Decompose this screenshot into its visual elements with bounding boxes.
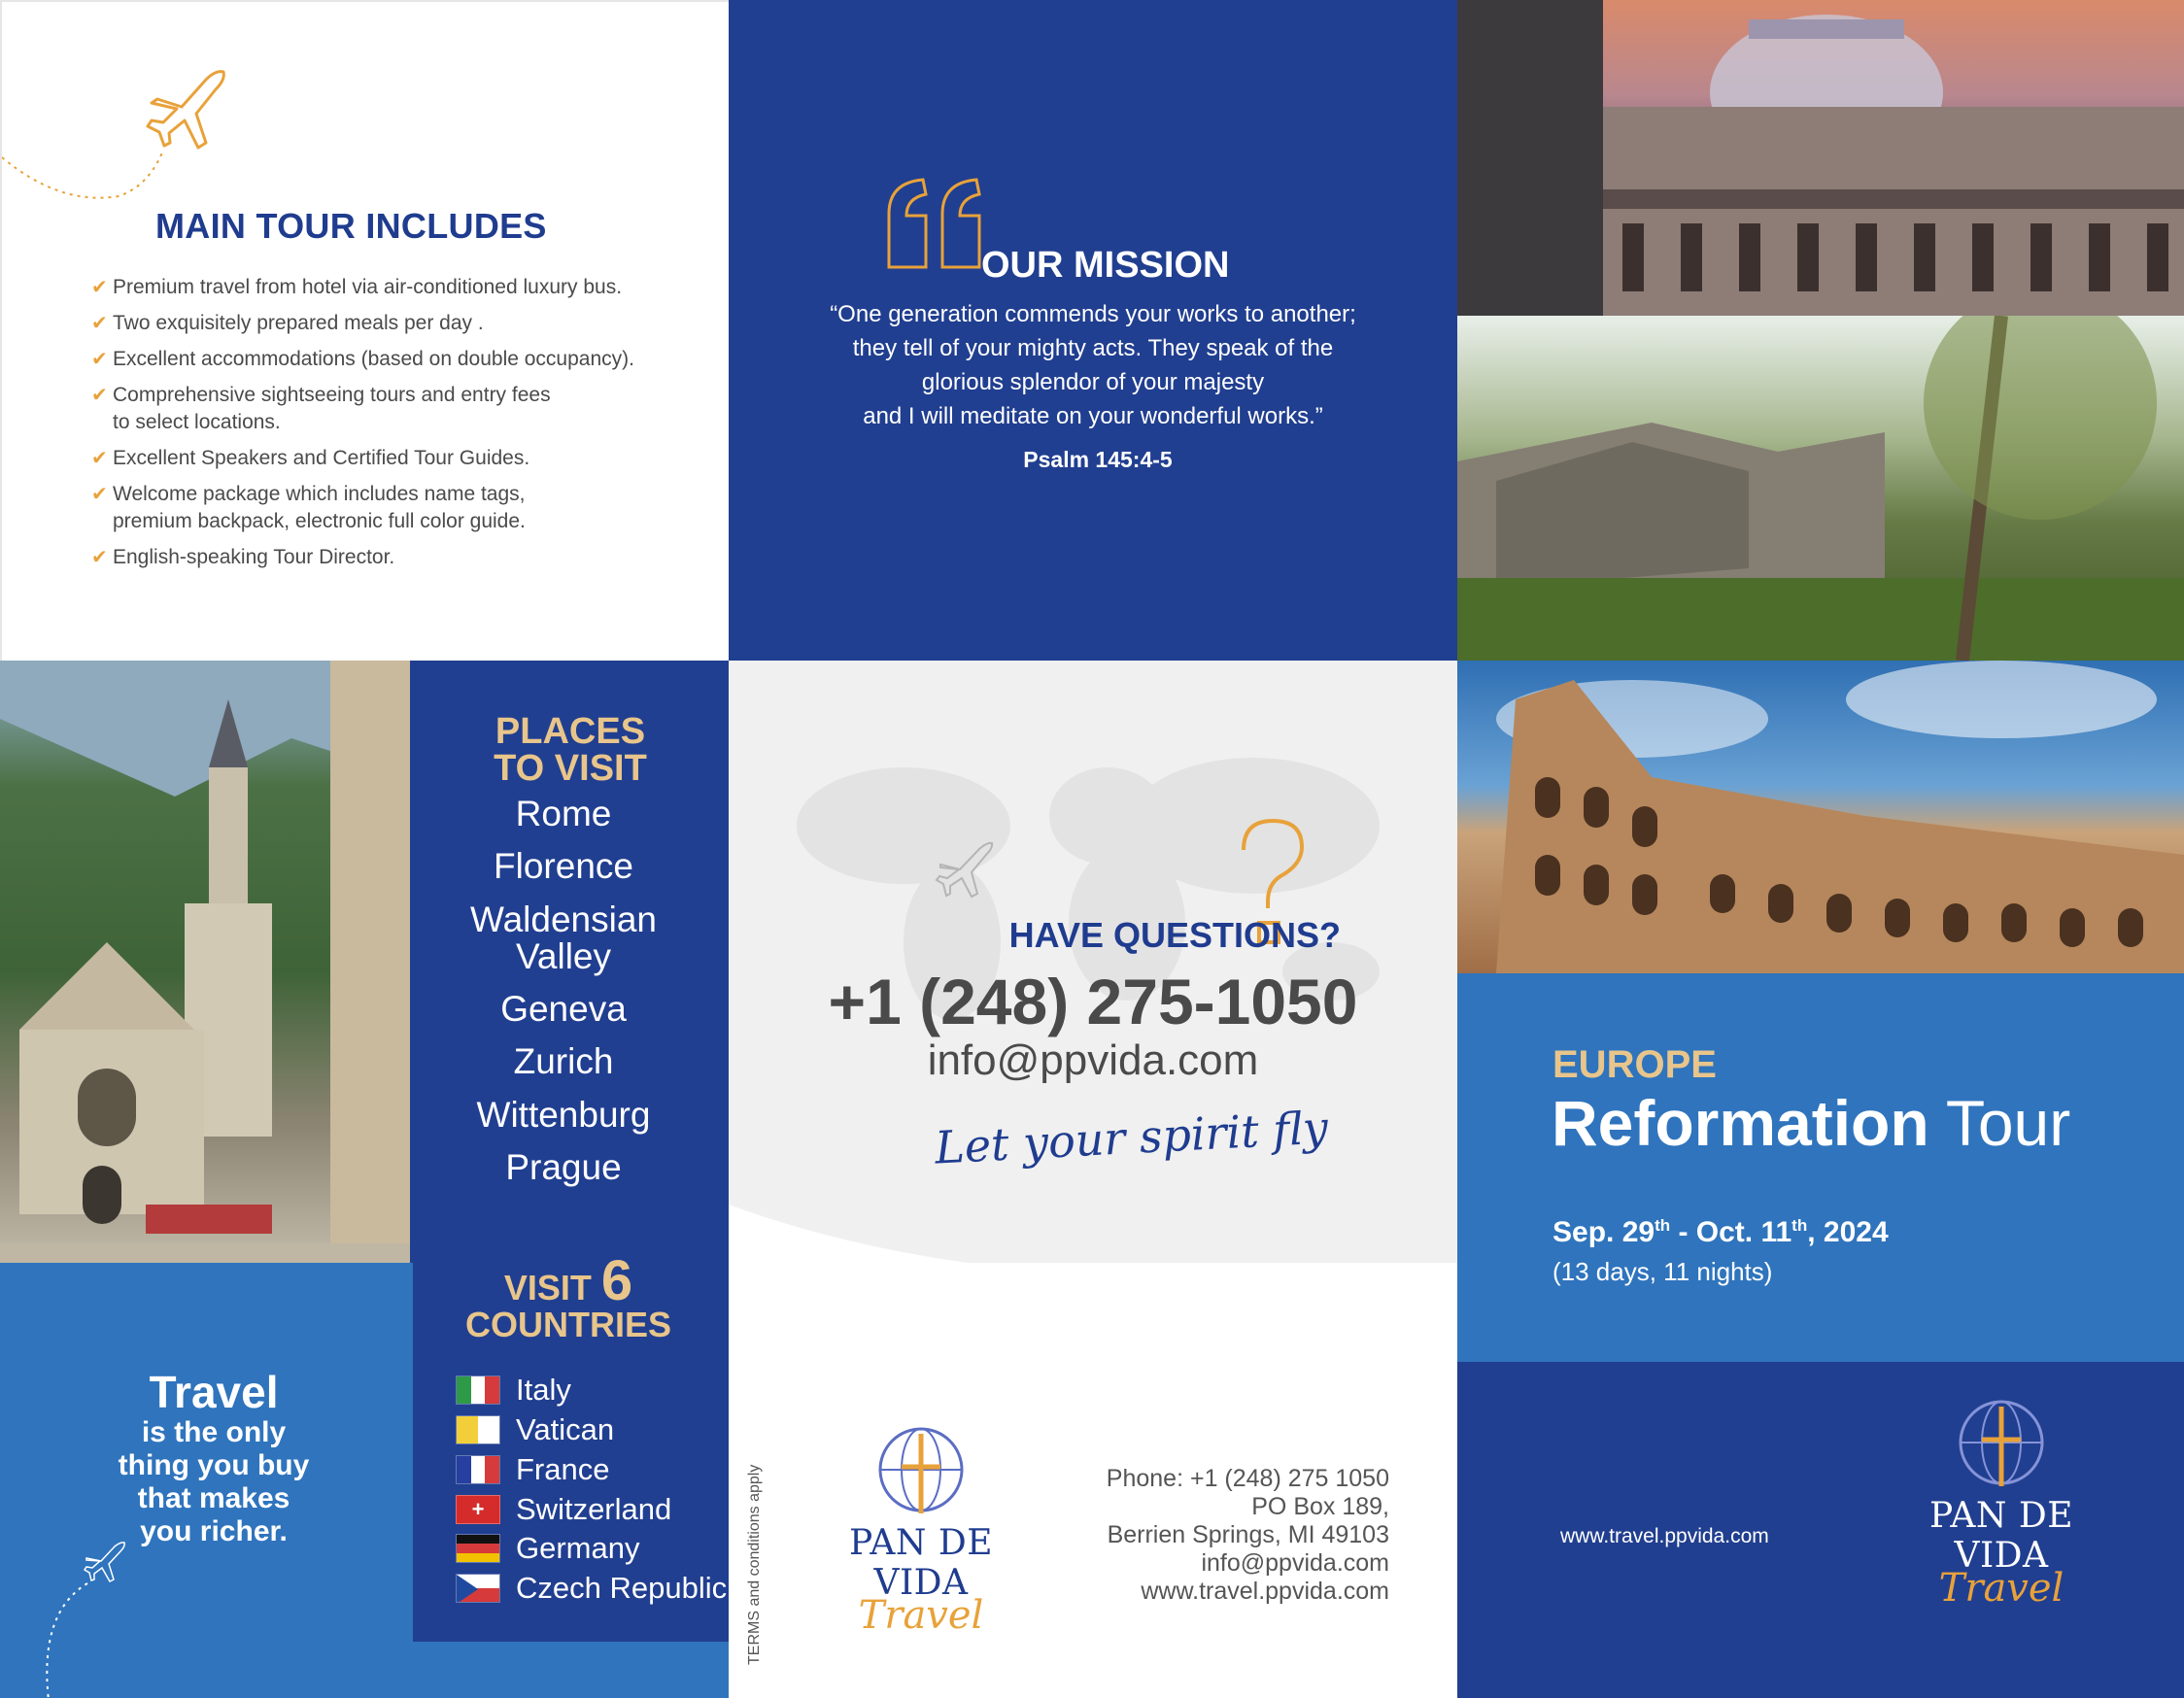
airplane-icon bbox=[933, 835, 1001, 903]
contact-email[interactable]: info@ppvida.com bbox=[1201, 1549, 1389, 1577]
mission-citation: Psalm 145:4-5 bbox=[1023, 447, 1173, 472]
check-icon: ✔ bbox=[91, 547, 108, 568]
pan-de-vida-logo: PAN DE VIDA Travel bbox=[804, 1416, 1038, 1638]
cover-title-panel bbox=[1457, 973, 2184, 1698]
quote-mark-icon bbox=[879, 175, 996, 272]
globe-logo-icon bbox=[868, 1416, 974, 1523]
list-item: ✔ Welcome package which includes name tags, premium backpack, electronic full color guide. bbox=[91, 483, 526, 532]
list-item: ✔ English-speaking Tour Director. bbox=[91, 544, 694, 571]
czech-flag-icon bbox=[456, 1574, 500, 1603]
list-item: ✔ Two exquisitely prepared meals per day . bbox=[91, 310, 694, 337]
stone-ruins-photo bbox=[1457, 316, 2184, 661]
main-tour-includes-panel bbox=[0, 0, 729, 661]
germany-flag-icon bbox=[456, 1534, 500, 1563]
contact-website[interactable]: www.travel.ppvida.com bbox=[1141, 1578, 1389, 1605]
tagline: Let your spirit fly bbox=[933, 1101, 1330, 1174]
phone-number[interactable]: +1 (248) 275-1050 bbox=[828, 966, 1358, 1037]
includes-title: MAIN TOUR INCLUDES bbox=[155, 206, 547, 246]
place-item: Rome bbox=[515, 794, 612, 833]
country-item: Czech Republic bbox=[456, 1572, 727, 1605]
country-item: + Switzerland bbox=[456, 1493, 671, 1526]
check-icon: ✔ bbox=[91, 277, 108, 298]
mission-panel bbox=[729, 0, 1457, 661]
country-item: Germany bbox=[456, 1532, 639, 1565]
places-to-visit-panel bbox=[410, 661, 729, 1282]
place-item: Zurich bbox=[513, 1041, 614, 1081]
questions-title: HAVE QUESTIONS? bbox=[1008, 915, 1341, 955]
check-icon: ✔ bbox=[91, 385, 108, 406]
dotted-flight-path bbox=[2, 119, 177, 206]
list-item: ✔ Premium travel from hotel via air-conditioned luxury bus. bbox=[91, 274, 694, 301]
italy-flag-icon bbox=[456, 1375, 500, 1405]
country-item: France bbox=[456, 1453, 609, 1486]
mission-quote: “One generation commends your works to another; they tell of your mighty acts. They speak of the glorious splendor of your majesty and I will meditate on your wonderful works.” bbox=[830, 301, 1356, 429]
dotted-flight-path bbox=[29, 1574, 107, 1698]
pan-de-vida-logo: PAN DE VIDA Travel bbox=[1885, 1389, 2118, 1611]
cover-title: Reformation Tour bbox=[1552, 1087, 2071, 1159]
list-item: ✔ Excellent accommodations (based on double occupancy). bbox=[91, 346, 694, 373]
contact-info: Phone: +1 (248) 275 1050 PO Box 189, Berrien Springs, MI 49103 info@ppvida.com www.travel.ppvida.com bbox=[1030, 1465, 1389, 1606]
countries-title: VISIT 6 COUNTRIES bbox=[464, 1249, 671, 1344]
tour-duration: (13 days, 11 nights) bbox=[1553, 1257, 1773, 1286]
place-item: Wittenburg bbox=[476, 1095, 651, 1135]
cover-eyebrow: EUROPE bbox=[1553, 1043, 1717, 1086]
place-item: Geneva bbox=[500, 989, 627, 1029]
email-address[interactable]: info@ppvida.com bbox=[927, 1036, 1259, 1084]
travel-slogan: Travel is the only thing you buy that makes you richer. bbox=[118, 1367, 310, 1547]
check-icon: ✔ bbox=[91, 349, 108, 370]
basilica-photo bbox=[1457, 0, 2184, 316]
place-item: Waldensian Valley bbox=[470, 900, 657, 976]
tour-dates: Sep. 29th - Oct. 11th, 2024 bbox=[1553, 1216, 1889, 1248]
country-item: Italy bbox=[456, 1374, 571, 1407]
check-icon: ✔ bbox=[91, 313, 108, 334]
church-photo bbox=[0, 661, 410, 1282]
mission-title: OUR MISSION bbox=[981, 245, 1230, 286]
colosseum-photo bbox=[1457, 661, 2184, 973]
france-flag-icon bbox=[456, 1455, 500, 1484]
check-icon: ✔ bbox=[91, 448, 108, 469]
countries-panel bbox=[413, 1234, 729, 1642]
list-item: ✔ Excellent Speakers and Certified Tour Guides. bbox=[91, 445, 694, 472]
terms-note: TERMS and conditions apply bbox=[746, 1464, 763, 1665]
country-item: Vatican bbox=[456, 1413, 614, 1446]
place-item: Prague bbox=[505, 1147, 622, 1187]
cover-website[interactable]: www.travel.ppvida.com bbox=[1560, 1525, 1769, 1547]
check-icon: ✔ bbox=[91, 484, 108, 505]
list-item: ✔ Comprehensive sightseeing tours and entry fees to select locations. bbox=[91, 384, 551, 433]
globe-logo-icon bbox=[1948, 1389, 2055, 1496]
places-title: PLACES TO VISIT bbox=[494, 711, 647, 789]
includes-list bbox=[91, 274, 694, 580]
place-item: Florence bbox=[494, 846, 633, 886]
switzerland-flag-icon: + bbox=[456, 1495, 500, 1524]
vatican-flag-icon bbox=[456, 1415, 500, 1444]
